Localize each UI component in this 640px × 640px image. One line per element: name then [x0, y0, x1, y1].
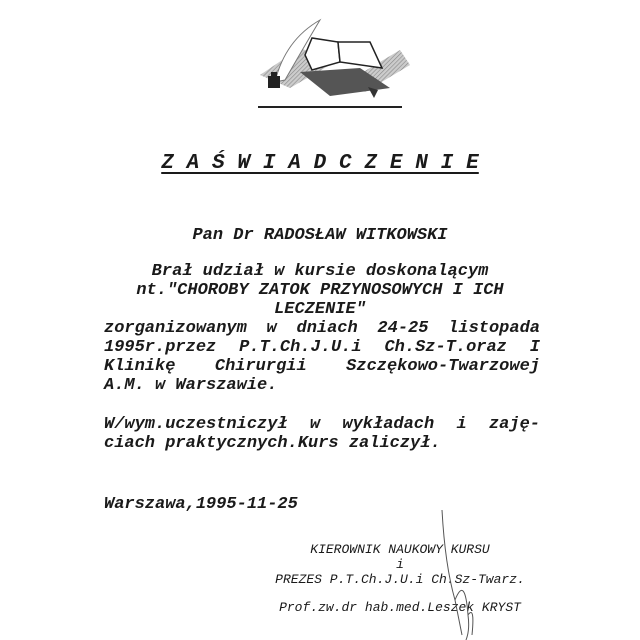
document-title: Z A Ś W I A D C Z E N I E [161, 152, 479, 175]
course-line-6: Klinikę Chirurgii Szczękowo-Twarzowej [104, 357, 540, 376]
signatory-role-1: KIEROWNIK NAUKOWY KURSU [310, 542, 490, 557]
course-line-7: A.M. w Warszawie. [104, 376, 278, 395]
signatory-conjunction: i [396, 557, 404, 572]
signatory-role-2: PREZES P.T.Ch.J.U.i Ch.Sz-Twarz. [275, 572, 525, 587]
participation-line-2: ciach praktycznych.Kurs zaliczył. [104, 434, 441, 453]
handwritten-signature [420, 505, 490, 640]
course-line-1: Brał udział w kursie doskonalącym [151, 262, 489, 281]
recipient-name: Pan Dr RADOSŁAW WITKOWSKI [192, 226, 448, 245]
book-quill-logo [240, 10, 420, 110]
signatory-name: Prof.zw.dr hab.med.Leszek KRYST [279, 600, 521, 615]
participation-line-1: W/wym.uczestniczył w wykładach i zaję- [104, 415, 540, 434]
place-date: Warszawa,1995-11-25 [104, 495, 298, 514]
course-line-2: nt."CHOROBY ZATOK PRZYNOSOWYCH I ICH [136, 281, 504, 300]
course-line-3: LECZENIE" [274, 300, 366, 319]
course-line-5: 1995r.przez P.T.Ch.J.U.i Ch.Sz-T.oraz I [104, 338, 540, 357]
course-line-4: zorganizowanym w dniach 24-25 listopada [104, 319, 540, 338]
